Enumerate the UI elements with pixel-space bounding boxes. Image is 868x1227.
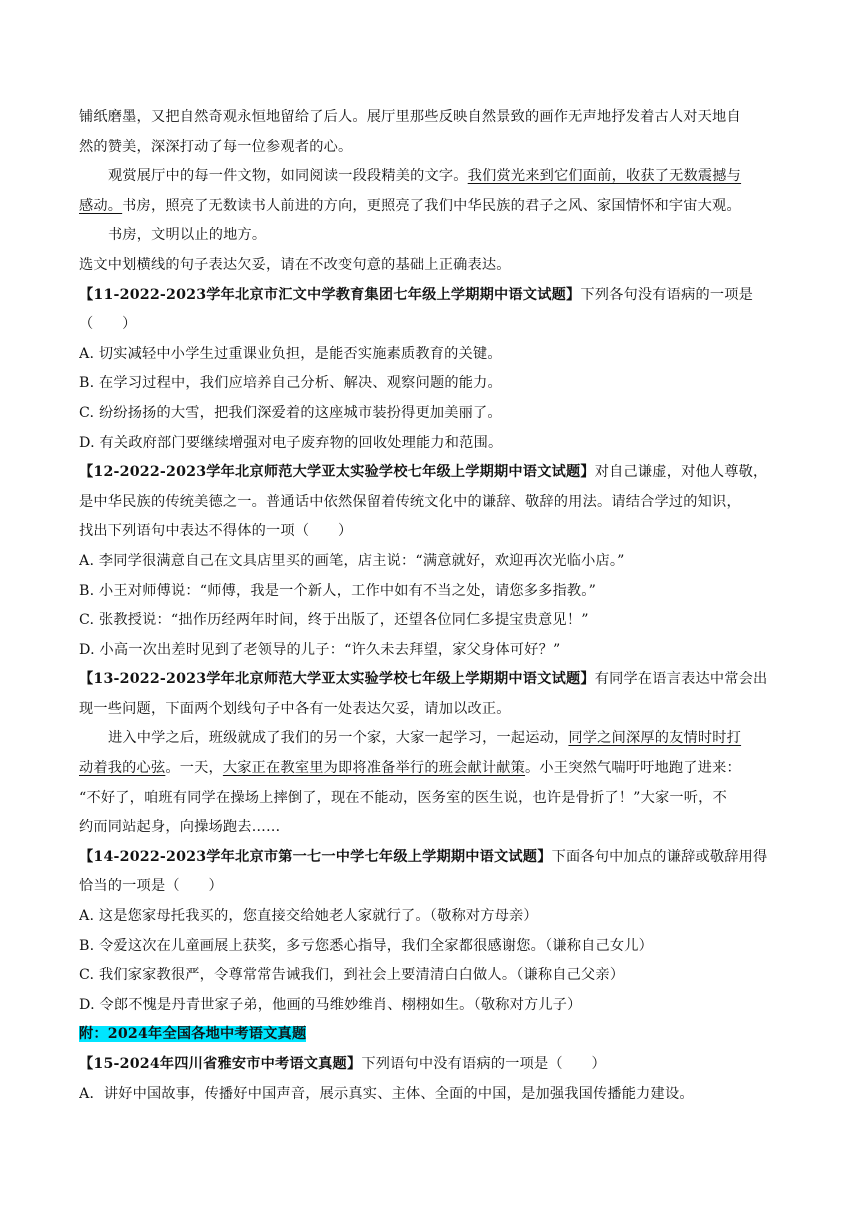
question-11-answer-blank bbox=[79, 310, 792, 340]
question-source-tag: 【14-2022-2023学年北京市第一七一中学七年级上学期期中语文试题】 bbox=[79, 848, 552, 865]
question-stem: 找出下列语句中表达不得体的一项（ ） bbox=[79, 523, 353, 540]
option-text: C. 我们家家教很严，令尊常常告诫我们，到社会上要清清白白做人。（谦称自己父亲） bbox=[79, 967, 625, 984]
option-b bbox=[79, 369, 792, 399]
question-stem: 下列语句中没有语病的一项是（ ） bbox=[361, 1056, 606, 1072]
option-a bbox=[79, 902, 792, 932]
underlined-sentence: 同学之间深厚的友情时时打 bbox=[568, 730, 742, 747]
question-source-tag: 【13-2022-2023学年北京师范大学亚太实验学校七年级上学期期中语文试题】 bbox=[79, 671, 595, 688]
option-a bbox=[79, 340, 792, 370]
passage-text: 。小王突然气喘吁吁地跑了进来： bbox=[525, 760, 741, 777]
option-text: B. 小王对师傅说：“师傅，我是一个新人，工作中如有不当之处，请您多多指教。” bbox=[79, 582, 597, 599]
question-stem: 现一些问题，下面两个划线句子中各有一处表达欠妥，请加以改正。 bbox=[79, 700, 511, 717]
passage-text: “不好了，咱班有同学在操场上摔倒了，现在不能动，医务室的医生说，也许是骨折了！”大家一听，不 bbox=[79, 789, 727, 806]
passage-line bbox=[79, 754, 792, 784]
question-12-header bbox=[79, 458, 792, 488]
option-c bbox=[79, 961, 792, 991]
passage-text: 然的赞美，深深打动了每一位参观者的心。 bbox=[79, 138, 353, 155]
question-stem-line bbox=[79, 488, 792, 518]
appendix-heading bbox=[79, 1020, 792, 1050]
question-15-header bbox=[79, 1050, 792, 1080]
passage-text: 书房，照亮了无数读书人前进的方向，更照亮了我们中华民族的君子之风、家国情怀和宇宙大观。 bbox=[122, 197, 741, 214]
question-14-header bbox=[79, 843, 792, 873]
option-text: C. 张教授说：“拙作历经两年时间，终于出版了，还望各位同仁多提宝贵意见！” bbox=[79, 612, 589, 629]
option-text: A. 李同学很满意自己在文具店里买的画笔，店主说：“满意就好，欢迎再次光临小店。” bbox=[79, 552, 625, 569]
option-d bbox=[79, 636, 792, 666]
option-text: B. 在学习过程中，我们应培养自己分析、解决、观察问题的能力。 bbox=[79, 375, 502, 392]
passage-text: 约而同站起身，向操场跑去…… bbox=[79, 819, 281, 836]
option-text: D. 小高一次出差时见到了老领导的儿子：“许久未去拜望，家父身体可好？” bbox=[79, 641, 561, 658]
question-prompt bbox=[79, 251, 792, 281]
question-stem: 下面各句中加点的谦辞或敬辞用得 bbox=[551, 848, 768, 865]
option-text: D. 令郎不愧是丹青世家子弟，他画的马维妙维肖、栩栩如生。（敬称对方儿子） bbox=[79, 996, 582, 1013]
question-stem-line bbox=[79, 517, 792, 547]
passage-line bbox=[79, 784, 792, 814]
question-stem-line bbox=[79, 872, 792, 902]
question-stem: 对自己谦虚，对他人尊敬， bbox=[594, 464, 768, 481]
option-a bbox=[79, 547, 792, 577]
passage-text: 书房，文明以止的地方。 bbox=[108, 227, 267, 244]
answer-blank: （ ） bbox=[79, 316, 137, 333]
underlined-sentence: 我们赏光来到它们面前，收获了无数震撼与 bbox=[467, 168, 742, 185]
question-source-tag: 【15-2024年四川省雅安市中考语文真题】 bbox=[79, 1056, 362, 1072]
option-b bbox=[79, 932, 792, 962]
passage-line bbox=[79, 103, 792, 133]
underlined-sentence: 大家正在教室里为即将准备举行的班会献计献策 bbox=[222, 760, 526, 777]
passage-text: 观赏展厅中的每一件文物，如同阅读一段段精美的文字。 bbox=[108, 168, 468, 185]
question-stem: 是中华民族的传统美德之一。普通话中依然保留着传统文化中的谦辞、敬辞的用法。请结合学过的知识， bbox=[79, 493, 741, 510]
option-text: A．讲好中国故事，传播好中国声音，展示真实、主体、全面的中国，是加强我国传播能力建设。 bbox=[79, 1085, 694, 1102]
question-stem: 有同学在语言表达中常会出 bbox=[594, 671, 768, 688]
passage-text: 。一天， bbox=[165, 760, 223, 777]
option-d bbox=[79, 991, 792, 1021]
option-text: B. 令爱这次在儿童画展上获奖，多亏您悉心指导，我们全家都很感谢您。（谦称自己女儿） bbox=[79, 937, 654, 954]
passage-line bbox=[79, 192, 792, 222]
question-11-header bbox=[79, 281, 792, 311]
passage-line bbox=[79, 813, 792, 843]
passage-line bbox=[79, 724, 792, 754]
appendix-title: 附：2024年全国各地中考语文真题 bbox=[79, 1026, 307, 1043]
underlined-sentence: 感动。 bbox=[79, 197, 123, 214]
passage-text: 进入中学之后，班级就成了我们的另一个家，大家一起学习，一起运动， bbox=[108, 730, 569, 747]
question-stem: 恰当的一项是（ ） bbox=[79, 878, 223, 895]
option-d bbox=[79, 429, 792, 459]
question-stem-line bbox=[79, 695, 792, 725]
option-a bbox=[79, 1080, 792, 1110]
question-13-header bbox=[79, 665, 792, 695]
option-c bbox=[79, 399, 792, 429]
option-c bbox=[79, 606, 792, 636]
question-source-tag: 【11-2022-2023学年北京市汇文中学教育集团七年级上学期期中语文试题】 bbox=[79, 286, 581, 303]
passage-text: 铺纸磨墨，又把自然奇观永恒地留给了后人。展厅里那些反映自然景致的画作无声地抒发着古人对天地自 bbox=[79, 109, 741, 125]
passage-line bbox=[79, 162, 792, 192]
question-stem: 下列各句没有语病的一项是 bbox=[580, 286, 754, 303]
passage-line bbox=[79, 221, 792, 251]
passage-line bbox=[79, 133, 792, 163]
question-source-tag: 【12-2022-2023学年北京师范大学亚太实验学校七年级上学期期中语文试题】 bbox=[79, 464, 595, 481]
option-text: D. 有关政府部门要继续增强对电子废弃物的回收处理能力和范围。 bbox=[79, 434, 503, 451]
option-text: C. 纷纷扬扬的大雪，把我们深爱着的这座城市装扮得更加美丽了。 bbox=[79, 404, 502, 421]
prompt-text: 选文中划横线的句子表达欠妥，请在不改变句意的基础上正确表达。 bbox=[79, 256, 511, 273]
option-text: A. 切实减轻中小学生过重课业负担，是能否实施素质教育的关键。 bbox=[79, 345, 502, 362]
option-b bbox=[79, 577, 792, 607]
option-text: A. 这是您家母托我买的，您直接交给她老人家就行了。（敬称对方母亲） bbox=[79, 908, 538, 925]
underlined-sentence: 动着我的心弦 bbox=[79, 760, 166, 777]
